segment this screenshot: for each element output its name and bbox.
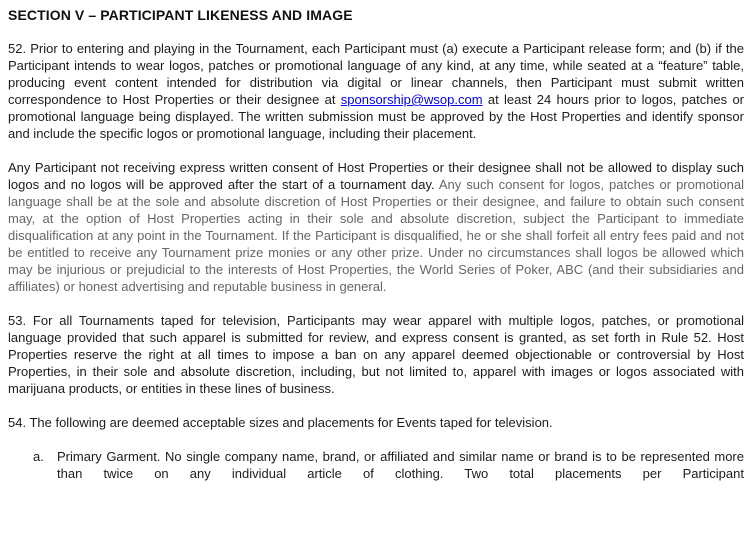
consent-text-muted: Any such consent for logos, patches or promotional language shall be at the sole and absolute discretion of Host Properties or their designee, and failure to obtain such consent may, at the option of Host Properties acting in their sole and absolute discretion, subject the Participant to immediate disqualification at any point in the Tournament. If the Participant is disqualified, he or she shall forfeit all entry fees paid and not be entitled to receive any Tournament prize monies or any other prize. Under no circumstances shall logos be allowed which may be injurious or prejudicial to the interests of Host Properties, the World Series of Poker, ABC (and their subsidiaries and affiliates) or honest advertising and reputable business in general. [8, 177, 744, 294]
paragraph-rule-54: 54. The following are deemed acceptable sizes and placements for Events taped for television. [8, 415, 553, 430]
list-item-a [33, 448, 744, 482]
rule-52-text-before-link: 52. Prior to entering and playing in the Tournament, each Participant must (a) execute a Participant release form; and (b) if the Participant intends to wear logos, patches or promotional language of any kind, at any time, while seated at a “feature” table, producing event content intended for distribution via digital or linear channels, then Participant must submit written correspondence to Host Properties or their designee at [8, 41, 744, 107]
paragraph-consent [8, 159, 744, 295]
sponsorship-email-link[interactable]: sponsorship@wsop.com [340, 92, 483, 107]
paragraph-rule-52 [8, 40, 744, 142]
consent-text-primary: Any Participant not receiving express written consent of Host Properties or their designee shall not be allowed to display such logos and no logos will be approved after the start of a tournament day. [8, 160, 744, 192]
section-heading: SECTION V – PARTICIPANT LIKENESS AND IMAGE [8, 7, 353, 23]
paragraph-rule-53: 53. For all Tournaments taped for television, Participants may wear apparel with multiple logos, patches, or promotional language provided that such apparel is submitted for review, and express consent is granted, as set forth in Rule 52. Host Properties reserve the right at all times to impose a ban on any apparel deemed objectionable or controversial by Host Properties, in their sole and absolute discretion, including, but not limited to, apparel with images or logos associated with marijuana products, or entities in these lines of business. [8, 313, 744, 396]
list-item-a-text: Primary Garment. No single company name, brand, or affiliated and similar name or brand is to be represented more than twice on any individual article of clothing. Two total placements per Participant [57, 449, 744, 481]
list-item-a-marker: a. [33, 449, 44, 464]
rule-52-text-after-link: at least 24 hours prior to logos, patches or promotional language being displayed. The written submission must be approved by the Host Properties and identify sponsor and include the specific logos or promotional language, including their placement. [8, 92, 744, 141]
